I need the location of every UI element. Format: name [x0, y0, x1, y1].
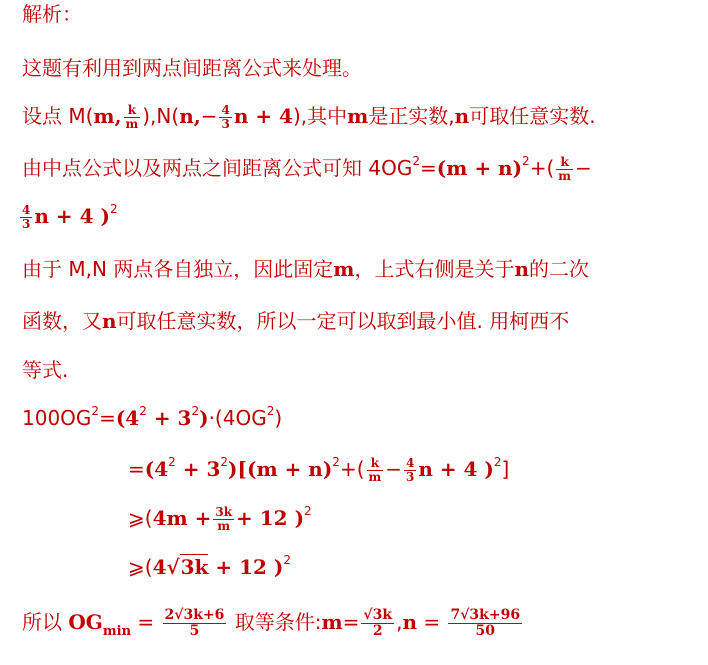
fraction-og-min: $\frac{2√3k+6}{5}$ [164, 607, 225, 639]
heading: 解析： [22, 2, 82, 26]
formula-line-2: $\frac{4}{3}$ n + 4 )$^2$ [22, 202, 118, 231]
paragraph-line: 由于 M,N 两点各自独立，因此固定m，上式右侧是关于n的二次 [22, 257, 590, 281]
fraction-4-over-3: $\frac{4}{3}$ [405, 456, 415, 484]
inequality-line-3: ⩾(4m + $\frac{3k}{m}$ + 12 )$^2$ [128, 504, 312, 533]
fraction-n-value: $\frac{7√3k+96}{50}$ [450, 607, 521, 639]
intro-line: 这题有利用到两点间距离公式来处理。 [22, 56, 362, 80]
fraction-4-over-3: $\frac{4}{3}$ [221, 103, 230, 131]
fraction-m-value: $\frac{√3k}{2}$ [363, 607, 393, 639]
inequality-line-1: $100OG^2=(4^2 + 3^2)\cdot(4OG^2)$ [22, 404, 283, 430]
inequality-line-2: $=(4^2 + 3^2)[(m + n)^2+$( $\frac{k}{m}$ − $\frac{4}{3}$ n + 4 )$^2$] [128, 455, 510, 484]
final-result-line: 所以 $OG_{min}$ = $\frac{2√3k+6}{5}$ 取等条件:m= $\frac{√3k}{2}$ ,n = $\frac{7√3k+96}{50}$ [22, 607, 521, 639]
fraction-3k-over-m: $\frac{3k}{m}$ [215, 505, 233, 533]
formula-line-1: 由中点公式以及两点之间距离公式可知 $4OG^2=(m + n)^2+$( $\frac{k}{m}$ − [22, 154, 592, 183]
fraction-k-over-m: $\frac{k}{m}$ [558, 155, 571, 183]
paragraph-line: 函数，又n可取任意实数，所以一定可以取到最小值. 用柯西不 [22, 309, 570, 333]
paragraph-line: 等式. [22, 358, 69, 382]
fraction-k-over-m: $\frac{k}{m}$ [368, 456, 382, 484]
setup-line: 设点 M(m, $\frac{k}{m}$ ),N(n,− $\frac{4}{3}$ n + 4),其中m是正实数,n可取任意实数. [22, 103, 596, 131]
sqrt-sign: √ [166, 555, 180, 579]
inequality-line-4: ⩾(4√3k + 12 )$^2$ [128, 553, 292, 579]
fraction-k-over-m: $\frac{k}{m}$ [125, 103, 139, 131]
fraction-4-over-3: $\frac{4}{3}$ [22, 203, 31, 231]
